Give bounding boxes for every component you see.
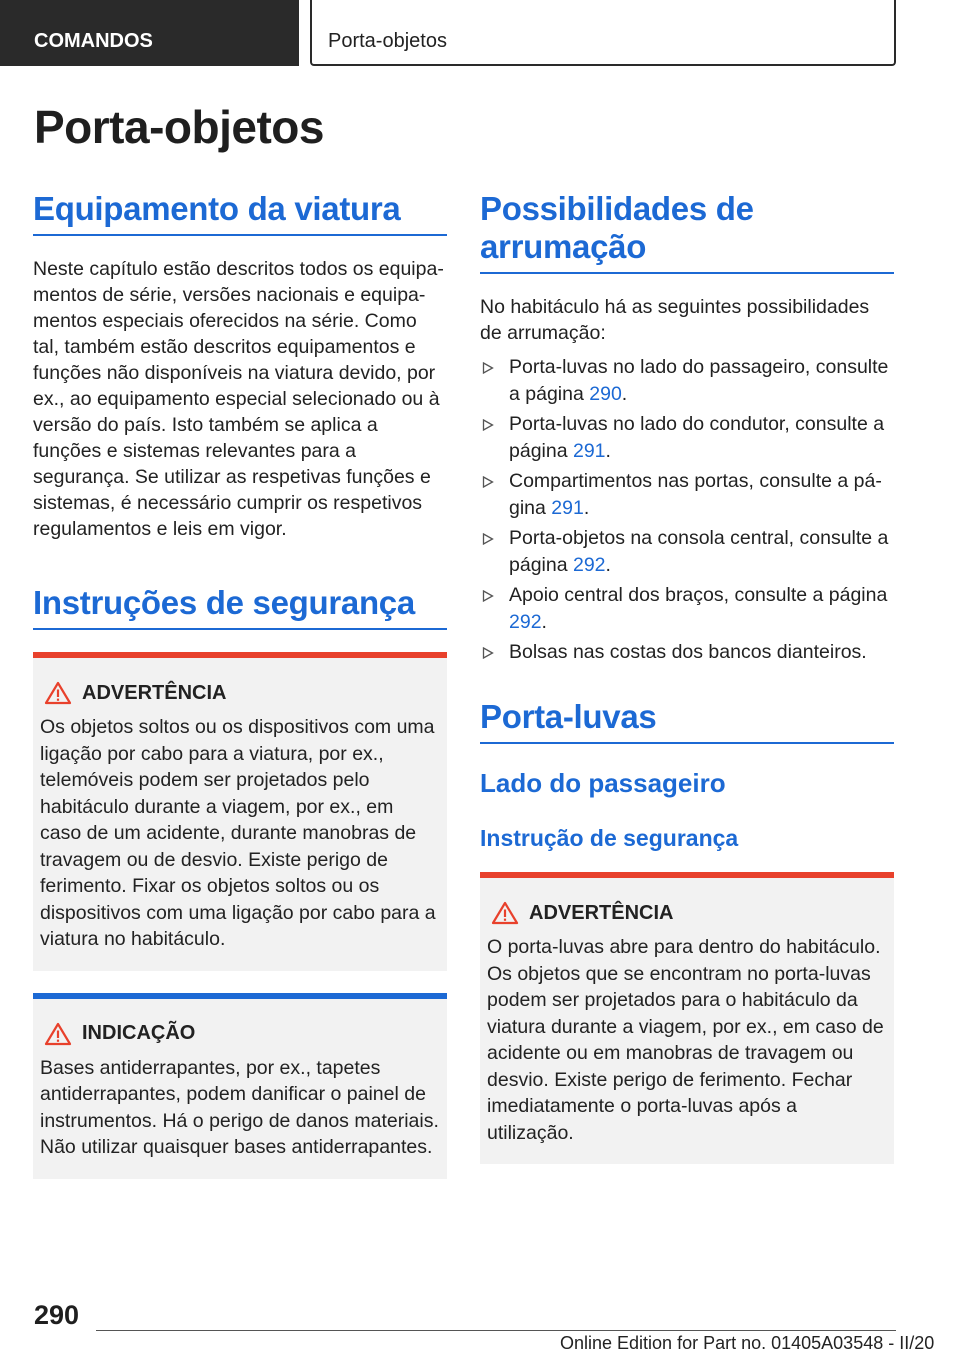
triangle-bullet-icon [482, 647, 494, 659]
triangle-bullet-icon [482, 419, 494, 431]
page-reference-link[interactable]: 291 [572, 440, 606, 462]
glovebox-heading: Porta-luvas [480, 698, 894, 744]
list-item: Porta-luvas no lado do passageiro, consulte a página 290. [480, 354, 894, 408]
list-item: Porta-luvas no lado do condutor, consulte a página 291. [480, 411, 894, 465]
page-number: 290 [34, 1300, 80, 1330]
edition-note: Online Edition for Part no. 01405A03548 - II/20 [560, 1333, 935, 1353]
caution-triangle-icon [44, 1022, 72, 1046]
notice-title: INDICAÇÃO [82, 1022, 196, 1044]
storage-list [480, 354, 894, 666]
notice-text: Bases antiderrapantes, por ex., tapetes antiderrapantes, podem danificar o painel de instrumentos. Há o perigo de danos materiais. Não utilizar quaisquer bases antiderrapantes. [40, 1056, 439, 1158]
glovebox-warning-box [480, 872, 894, 1164]
list-item: Bolsas nas costas dos bancos dianteiros. [480, 639, 894, 666]
page-reference-link[interactable]: 292 [509, 611, 542, 633]
triangle-bullet-icon [482, 362, 494, 374]
passenger-side-heading: Lado do passageiro [480, 768, 726, 798]
warning-header [40, 678, 439, 708]
right-column [480, 190, 894, 1164]
list-item: Compartimentos nas portas, consulte a página 291. [480, 468, 894, 522]
triangle-bullet-icon [482, 533, 494, 545]
footer-divider [96, 1330, 896, 1331]
list-item: Apoio central dos braços, consulte a página 292. [480, 582, 894, 636]
page-reference-link[interactable]: 290 [589, 383, 622, 405]
warning-triangle-icon [44, 681, 72, 705]
left-column [33, 190, 447, 1179]
warning-triangle-icon [491, 901, 519, 925]
warning-box [33, 652, 447, 971]
warning-title: ADVERTÊNCIA [82, 681, 227, 704]
triangle-bullet-icon [482, 590, 494, 602]
page-reference-link[interactable]: 292 [572, 554, 606, 576]
equipment-heading: Equipamento da viatura [33, 190, 447, 236]
storage-intro: No habitáculo há as seguintes possibilidades de arrumação: [480, 296, 870, 344]
warning-text: Os objetos soltos ou os dispositivos com uma ligação por cabo para a viatura, por ex., telemóveis podem ser projetados pelo habitáculo durante a viagem, por ex., em caso de um acidente, durante manobras de travagem ou de desvio. Existe perigo de ferimento. Fixar os objetos soltos ou os dispositivos com uma ligação por cabo para a viatura no habitáculo. [40, 716, 436, 950]
page-title: Porta-objetos [34, 101, 324, 153]
storage-heading: Possibilidades de arrumação [480, 190, 894, 274]
notice-box [33, 993, 447, 1179]
safety-instruction-subheading: Instrução de segurança [480, 825, 739, 851]
chapter-title: Porta-objetos [310, 0, 896, 66]
triangle-bullet-icon [482, 476, 494, 488]
page-reference-link[interactable]: 291 [551, 497, 584, 519]
notice-header [40, 1019, 439, 1049]
section-tab: COMANDOS [0, 0, 299, 66]
warning-title: ADVERTÊNCIA [529, 901, 674, 924]
list-item: Porta-objetos na consola central, consulte a página 292. [480, 525, 894, 579]
equipment-text: Neste capítulo estão descritos todos os equipamentos de série, versões nacionais e equipamentos especiais oferecidos na série. Como tal, também estão descritos equipamentos e funções não disponíveis na viatura devido, por ex., ao equipamento especial selecionado ou à versão do país. Isto também se aplica a funções e sistemas relevantes para a segurança. Se utilizar as respetivas funções e sistemas, é necessário cumprir os respetivos regulamentos e leis em vigor. [33, 258, 444, 540]
page-header [0, 0, 960, 66]
safety-heading: Instruções de segurança [33, 584, 447, 630]
warning-header [487, 898, 886, 928]
warning-text: O porta-luvas abre para dentro do habitáculo. Os objetos que se encontram no porta-luvas podem ser projetados para o habitáculo da viatura durante a viagem, por ex., em caso de acidente ou em manobras de travagem ou desvio. Existe perigo de ferimento. Fechar imediatamente o porta-luvas após a utilização. [487, 936, 884, 1144]
